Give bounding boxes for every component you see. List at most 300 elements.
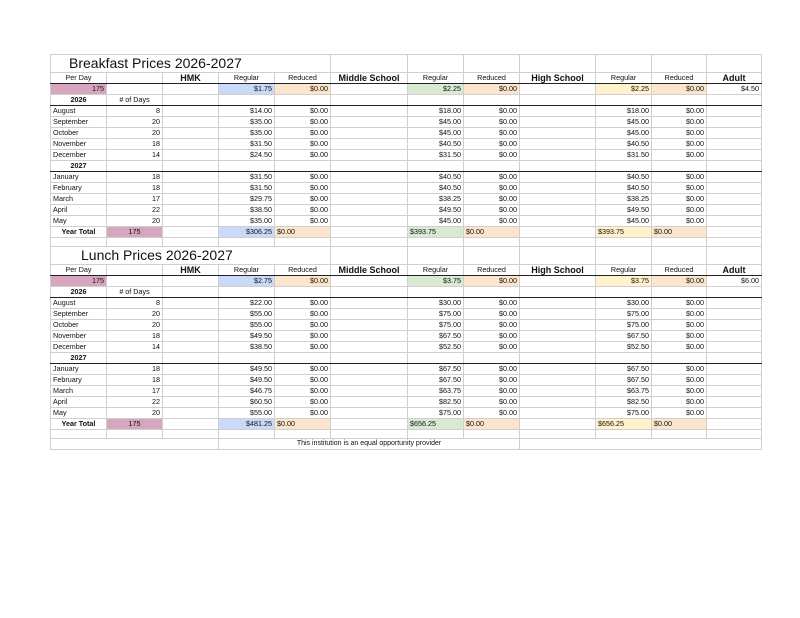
empty-cell [163,276,219,287]
month-days: 20 [107,309,163,320]
month-days: 8 [107,298,163,309]
ms-regular-value: $82.50 [408,397,464,408]
hmk-reduced-value: $0.00 [275,194,331,205]
hmk-reduced-value: $0.00 [275,117,331,128]
hs-reduced-value: $0.00 [652,342,707,353]
hmk-regular-total: $306.25 [219,227,275,238]
hs-regular-value: $45.00 [596,117,652,128]
hmk-reduced-value: $0.00 [275,309,331,320]
empty-cell [51,238,107,247]
ms-reduced-value: $0.00 [464,194,520,205]
year-label: 2027 [51,353,107,364]
empty-cell [520,298,596,309]
empty-cell [707,95,762,106]
empty-cell [107,276,163,287]
hs-regular-total: $656.25 [596,419,652,430]
adult-header: Adult [707,73,762,84]
hmk-reduced-value: $0.00 [275,386,331,397]
month-row [51,309,762,320]
regular-header: Regular [596,73,652,84]
empty-cell [107,84,163,95]
empty-cell [520,106,596,117]
empty-cell [331,106,408,117]
empty-cell [652,238,707,247]
empty-cell [707,342,762,353]
month-days: 14 [107,342,163,353]
year-label: 2026 [51,95,107,106]
hs-reduced-value: $0.00 [652,216,707,227]
hs-regular-value: $52.50 [596,342,652,353]
total-days: 175 [107,227,163,238]
empty-cell [331,172,408,183]
hs-regular-value: $40.50 [596,172,652,183]
hs-regular-value: $30.00 [596,298,652,309]
ms-regular-value: $67.50 [408,331,464,342]
month-days: 20 [107,128,163,139]
breakfast-year-2027-row [51,161,762,172]
month-days: 17 [107,194,163,205]
hmk-regular-value: $38.50 [219,205,275,216]
empty-cell [520,375,596,386]
empty-cell [707,331,762,342]
empty-cell [163,309,219,320]
month-name: September [51,117,107,128]
hs-reduced-value: $0.00 [652,331,707,342]
hs-reduced-value: $0.00 [652,106,707,117]
empty-cell [596,247,652,265]
hs-regular-value: $75.00 [596,320,652,331]
ms-reduced-value: $0.00 [464,397,520,408]
empty-cell [163,150,219,161]
high-school-header: High School [520,265,596,276]
empty-cell [520,117,596,128]
hs-regular-value: $45.00 [596,216,652,227]
month-name: December [51,150,107,161]
empty-cell [520,238,596,247]
empty-cell [331,430,408,439]
empty-cell [408,430,464,439]
hmk-reduced-value: $0.00 [275,364,331,375]
hs-regular-value: $82.50 [596,397,652,408]
empty-cell [219,353,275,364]
hs-reduced-price: $0.00 [652,84,707,95]
empty-cell [707,150,762,161]
ms-regular-value: $18.00 [408,106,464,117]
ms-reduced-value: $0.00 [464,128,520,139]
empty-cell [331,128,408,139]
hmk-reduced-value: $0.00 [275,320,331,331]
empty-cell [331,95,408,106]
hs-regular-value: $67.50 [596,375,652,386]
empty-cell [408,353,464,364]
ms-reduced-value: $0.00 [464,375,520,386]
ms-regular-value: $31.50 [408,150,464,161]
empty-cell [275,430,331,439]
spacer-row [51,430,762,439]
hs-regular-value: $63.75 [596,386,652,397]
empty-cell [163,375,219,386]
ms-reduced-value: $0.00 [464,331,520,342]
ms-regular-value: $38.25 [408,194,464,205]
empty-cell [163,287,219,298]
hmk-regular-value: $49.50 [219,364,275,375]
month-row [51,172,762,183]
hmk-reduced-value: $0.00 [275,298,331,309]
ms-reduced-value: $0.00 [464,320,520,331]
hmk-regular-value: $35.00 [219,117,275,128]
empty-cell [163,161,219,172]
empty-cell [275,95,331,106]
empty-cell [163,331,219,342]
month-row [51,397,762,408]
month-days: 20 [107,117,163,128]
empty-cell [163,205,219,216]
hs-reduced-value: $0.00 [652,408,707,419]
empty-cell [707,309,762,320]
empty-cell [520,128,596,139]
empty-cell [163,84,219,95]
hmk-regular-value: $38.50 [219,342,275,353]
month-row [51,183,762,194]
empty-cell [520,331,596,342]
empty-cell [331,298,408,309]
month-row [51,364,762,375]
hs-regular-price: $2.25 [596,84,652,95]
empty-cell [163,353,219,364]
month-days: 18 [107,375,163,386]
hmk-regular-value: $31.50 [219,172,275,183]
ms-regular-value: $67.50 [408,375,464,386]
month-days: 8 [107,106,163,117]
month-row [51,216,762,227]
per-day-header: Per Day [51,265,107,276]
hs-reduced-value: $0.00 [652,150,707,161]
month-row [51,106,762,117]
empty-cell [408,55,464,73]
empty-cell [163,172,219,183]
month-days: 18 [107,331,163,342]
hmk-reduced-value: $0.00 [275,397,331,408]
empty-cell [331,238,408,247]
lunch-header-row [51,265,762,276]
empty-cell [652,161,707,172]
month-name: February [51,375,107,386]
empty-cell [520,139,596,150]
empty-cell [520,309,596,320]
empty-cell [596,238,652,247]
breakfast-title-row [51,55,762,73]
year-label: 2027 [51,161,107,172]
empty-cell [596,161,652,172]
ms-regular-price: $3.75 [408,276,464,287]
empty-cell [707,386,762,397]
month-name: January [51,364,107,375]
month-days: 14 [107,150,163,161]
hmk-reduced-value: $0.00 [275,106,331,117]
empty-cell [652,55,707,73]
hs-regular-value: $38.25 [596,194,652,205]
empty-cell [707,375,762,386]
month-name: August [51,298,107,309]
empty-cell [163,364,219,375]
regular-header: Regular [408,73,464,84]
hmk-regular-value: $46.75 [219,386,275,397]
empty-cell [331,194,408,205]
month-row [51,408,762,419]
month-name: March [51,194,107,205]
hs-reduced-value: $0.00 [652,298,707,309]
empty-cell [464,353,520,364]
hmk-reduced-value: $0.00 [275,150,331,161]
month-days: 18 [107,172,163,183]
empty-cell [707,128,762,139]
empty-cell [707,139,762,150]
hmk-regular-total: $481.25 [219,419,275,430]
month-row [51,139,762,150]
empty-cell [596,287,652,298]
empty-cell [707,194,762,205]
ms-regular-value: $40.50 [408,183,464,194]
month-row [51,342,762,353]
empty-cell [707,106,762,117]
hmk-header: HMK [163,265,219,276]
hmk-regular-value: $24.50 [219,150,275,161]
ms-regular-value: $40.50 [408,172,464,183]
ms-reduced-value: $0.00 [464,139,520,150]
breakfast-title: Breakfast Prices 2026-2027 [51,55,331,73]
empty-cell [107,238,163,247]
ms-regular-value: $52.50 [408,342,464,353]
hs-reduced-value: $0.00 [652,128,707,139]
lunch-title: Lunch Prices 2026-2027 [51,247,331,265]
empty-cell [520,386,596,397]
hmk-regular-value: $22.00 [219,298,275,309]
reduced-header: Reduced [652,265,707,276]
empty-cell [331,353,408,364]
month-days: 20 [107,216,163,227]
hmk-regular-value: $31.50 [219,139,275,150]
hmk-reduced-value: $0.00 [275,331,331,342]
empty-cell [331,309,408,320]
empty-cell [707,172,762,183]
middle-school-header: Middle School [331,73,408,84]
empty-cell [408,287,464,298]
empty-cell [707,216,762,227]
spacer-row [51,238,762,247]
empty-cell [275,238,331,247]
hmk-reduced-price: $0.00 [275,276,331,287]
hs-reduced-total: $0.00 [652,419,707,430]
hmk-reduced-value: $0.00 [275,342,331,353]
ms-reduced-value: $0.00 [464,364,520,375]
empty-cell [596,95,652,106]
empty-cell [707,353,762,364]
month-name: October [51,320,107,331]
empty-cell [163,194,219,205]
empty-cell [520,216,596,227]
hs-reduced-value: $0.00 [652,172,707,183]
ms-reduced-value: $0.00 [464,150,520,161]
month-row [51,194,762,205]
empty-cell [520,150,596,161]
reduced-header: Reduced [652,73,707,84]
month-days: 20 [107,320,163,331]
empty-cell [596,55,652,73]
empty-cell [520,161,596,172]
days-label: # of Days [107,95,163,106]
ms-regular-value: $30.00 [408,298,464,309]
month-name: March [51,386,107,397]
hmk-regular-price: $2.75 [219,276,275,287]
month-row [51,298,762,309]
hmk-regular-value: $55.00 [219,408,275,419]
month-row [51,150,762,161]
year-label: 2026 [51,287,107,298]
empty-cell [331,364,408,375]
empty-cell [331,375,408,386]
empty-cell [520,397,596,408]
empty-cell [596,430,652,439]
empty-cell [331,397,408,408]
empty-cell [707,408,762,419]
price-sheet [50,54,760,450]
empty-cell [707,364,762,375]
month-row [51,117,762,128]
month-days: 22 [107,397,163,408]
empty-cell [219,430,275,439]
ms-regular-price: $2.25 [408,84,464,95]
empty-cell [707,298,762,309]
empty-cell [520,194,596,205]
hs-regular-value: $31.50 [596,150,652,161]
breakfast-header-row [51,73,762,84]
reduced-header: Reduced [464,73,520,84]
adult-header: Adult [707,265,762,276]
hmk-reduced-value: $0.00 [275,375,331,386]
hs-reduced-value: $0.00 [652,386,707,397]
year-total-label: Year Total [51,419,107,430]
empty-cell [163,95,219,106]
reduced-header: Reduced [275,265,331,276]
empty-cell [520,430,596,439]
empty-cell [652,95,707,106]
empty-cell [107,73,163,84]
hmk-regular-value: $14.00 [219,106,275,117]
ms-regular-value: $49.50 [408,205,464,216]
empty-cell [331,205,408,216]
empty-cell [331,320,408,331]
hs-reduced-total: $0.00 [652,227,707,238]
month-name: August [51,106,107,117]
month-days: 18 [107,364,163,375]
empty-cell [163,106,219,117]
ms-reduced-value: $0.00 [464,298,520,309]
empty-cell [464,55,520,73]
empty-cell [331,117,408,128]
ms-reduced-value: $0.00 [464,408,520,419]
lunch-year-2026-row [51,287,762,298]
lunch-year-2027-row [51,353,762,364]
month-days: 22 [107,205,163,216]
empty-cell [464,247,520,265]
empty-cell [331,161,408,172]
footer-note: This institution is an equal opportunity provider [219,439,520,450]
empty-cell [408,238,464,247]
empty-cell [331,331,408,342]
empty-cell [707,238,762,247]
reduced-header: Reduced [275,73,331,84]
empty-cell [707,430,762,439]
regular-header: Regular [219,73,275,84]
empty-cell [652,353,707,364]
month-days: 20 [107,408,163,419]
hs-reduced-value: $0.00 [652,205,707,216]
hs-reduced-value: $0.00 [652,397,707,408]
lunch-title-row [51,247,762,265]
hs-regular-value: $67.50 [596,364,652,375]
empty-cell [331,216,408,227]
empty-cell [520,320,596,331]
empty-cell [107,265,163,276]
month-name: November [51,139,107,150]
empty-cell [163,128,219,139]
empty-cell [331,419,408,430]
empty-cell [707,287,762,298]
empty-cell [163,342,219,353]
empty-cell [520,205,596,216]
month-name: December [51,342,107,353]
hmk-reduced-total: $0.00 [275,227,331,238]
month-name: September [51,309,107,320]
empty-cell [331,183,408,194]
ms-regular-value: $45.00 [408,117,464,128]
empty-cell [707,205,762,216]
ms-reduced-price: $0.00 [464,276,520,287]
empty-cell [331,227,408,238]
ms-regular-value: $75.00 [408,309,464,320]
empty-cell [163,408,219,419]
hmk-reduced-value: $0.00 [275,408,331,419]
ms-reduced-value: $0.00 [464,106,520,117]
breakfast-year-2026-row [51,95,762,106]
empty-cell [107,430,163,439]
hs-regular-value: $40.50 [596,183,652,194]
empty-cell [520,419,596,430]
hmk-regular-value: $49.50 [219,375,275,386]
ms-reduced-value: $0.00 [464,342,520,353]
empty-cell [520,364,596,375]
empty-cell [163,298,219,309]
month-days: 18 [107,183,163,194]
hs-reduced-value: $0.00 [652,375,707,386]
empty-cell [219,95,275,106]
empty-cell [464,287,520,298]
ms-reduced-price: $0.00 [464,84,520,95]
empty-cell [219,238,275,247]
year-total-label: Year Total [51,227,107,238]
high-school-header: High School [520,73,596,84]
hmk-regular-value: $35.00 [219,216,275,227]
month-row [51,375,762,386]
hmk-reduced-value: $0.00 [275,216,331,227]
empty-cell [652,430,707,439]
empty-cell [707,55,762,73]
ms-regular-value: $63.75 [408,386,464,397]
empty-cell [163,216,219,227]
hmk-reduced-value: $0.00 [275,139,331,150]
empty-cell [163,430,219,439]
empty-cell [464,430,520,439]
